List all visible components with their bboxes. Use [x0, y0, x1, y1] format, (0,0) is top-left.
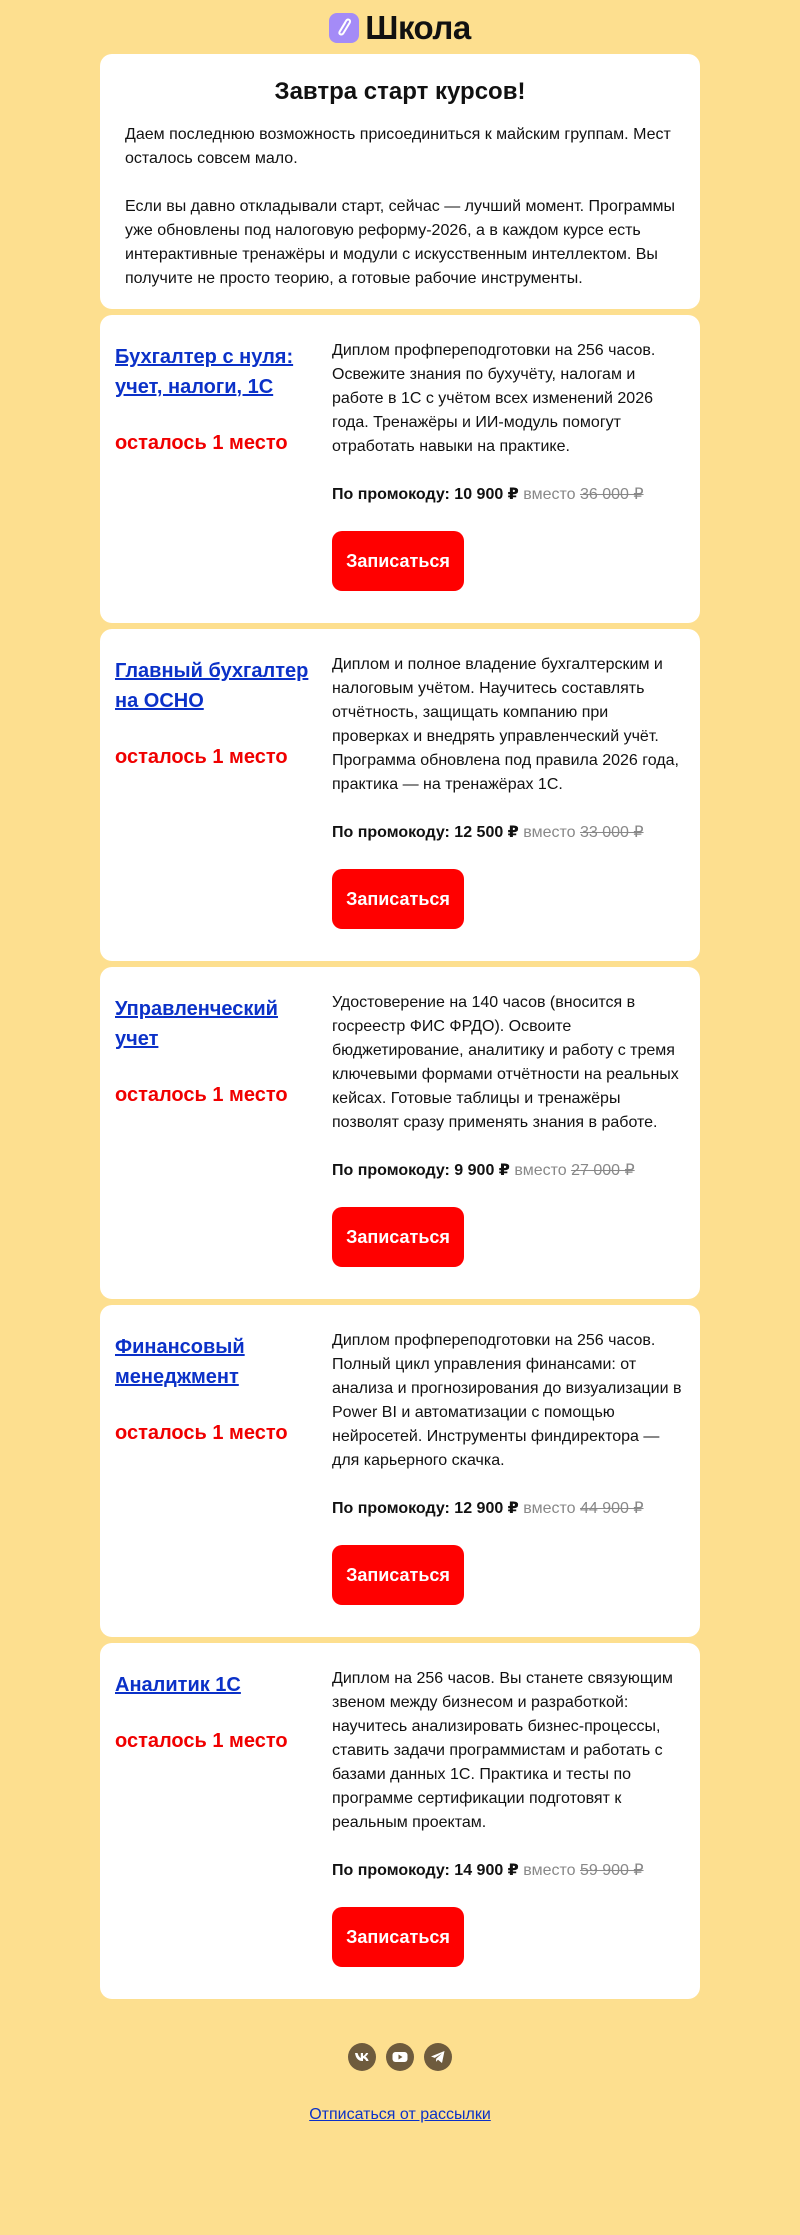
telegram-icon[interactable] — [424, 2043, 452, 2071]
course-card — [100, 1305, 700, 1637]
course-title-link[interactable]: Управленческий учет — [115, 998, 278, 1050]
seats-left-label: осталось 1 место — [115, 746, 288, 768]
social-links — [0, 2043, 800, 2071]
course-title-link[interactable]: Главный бухгалтер на ОСНО — [115, 660, 309, 712]
youtube-icon[interactable] — [386, 2043, 414, 2071]
course-description: Удостоверение на 140 часов (вносится в госреестр ФИС ФРДО). Освоите бюджетирование, аналитику и работу с тремя ключевыми формами отчётности на реальных кейсах. Готовые таблицы и тренажёры позволят сразу применять знания в работе. — [332, 994, 679, 1131]
price-line — [332, 1159, 684, 1183]
course-card — [100, 315, 700, 623]
brand-logo[interactable] — [0, 10, 800, 46]
logo-text: Школа — [365, 9, 471, 46]
course-title-link[interactable]: Бухгалтер с нуля: учет, налоги, 1С — [115, 346, 294, 398]
price-line — [332, 821, 684, 845]
promo-price: 9 900 ₽ — [454, 1162, 510, 1179]
enroll-button[interactable]: Записаться — [332, 1545, 464, 1605]
course-title-link[interactable]: Аналитик 1С — [115, 1674, 241, 1696]
instead-label: вместо — [523, 1862, 576, 1879]
intro-paragraph-1: Даем последнюю возможность присоединиться к майским группам. Мест осталось совсем мало. — [125, 126, 671, 167]
vk-icon[interactable] — [348, 2043, 376, 2071]
promo-price: 10 900 ₽ — [454, 486, 519, 503]
course-card — [100, 967, 700, 1299]
old-price: 27 000 ₽ — [571, 1162, 635, 1179]
course-description: Диплом и полное владение бухгалтерским и налоговым учётом. Научитесь составлять отчётность, защищать компанию при проверках и внедрять управленческий учёт. Программа обновлена под правила 2026 года, практика — на тренажёрах 1С. — [332, 656, 679, 793]
intro-card — [100, 54, 700, 309]
course-title-link[interactable]: Финансовый менеджмент — [115, 1336, 245, 1388]
course-description: Диплом профпереподготовки на 256 часов. Полный цикл управления финансами: от анализа и прогнозирования до визуализации в Power BI и автоматизации с помощью нейросетей. Инструменты финдиректора — для карьерного скачка. — [332, 1332, 682, 1469]
promo-label: По промокоду: — [332, 824, 450, 841]
course-card — [100, 629, 700, 961]
paperclip-icon — [329, 13, 359, 43]
intro-paragraph-2: Если вы давно откладывали старт, сейчас — лучший момент. Программы уже обновлены под налоговую реформу-2026, а в каждом курсе есть интерактивные тренажёры и модули с искусственным интеллектом. Вы получите не просто теорию, а готовые рабочие инструменты. — [125, 198, 675, 287]
course-description: Диплом профпереподготовки на 256 часов. Освежите знания по бухучёту, налогам и работе в 1С с учётом всех изменений 2026 года. Тренажёры и ИИ-модуль помогут отработать навыки на практике. — [332, 342, 656, 455]
unsubscribe-link[interactable]: Отписаться от рассылки — [309, 2106, 491, 2123]
promo-label: По промокоду: — [332, 1862, 450, 1879]
instead-label: вместо — [523, 1500, 576, 1517]
instead-label: вместо — [523, 486, 576, 503]
old-price: 36 000 ₽ — [579, 486, 644, 503]
price-line — [332, 483, 684, 507]
enroll-button[interactable]: Записаться — [332, 1207, 464, 1267]
promo-label: По промокоду: — [332, 1500, 450, 1517]
course-description: Диплом на 256 часов. Вы станете связующим звеном между бизнесом и разработкой: научитесь анализировать бизнес-процессы, ставить задачи программистам и работать с базами данных 1С. Практика и тесты по программе сертификации подготовят к реальным проектам. — [332, 1670, 673, 1831]
seats-left-label: осталось 1 место — [115, 1422, 288, 1444]
seats-left-label: осталось 1 место — [115, 1084, 288, 1106]
enroll-button[interactable]: Записаться — [332, 531, 464, 591]
promo-label: По промокоду: — [332, 486, 450, 503]
promo-price: 12 900 ₽ — [454, 1500, 519, 1517]
intro-title: Завтра старт курсов! — [274, 78, 526, 105]
price-line — [332, 1859, 684, 1883]
enroll-button[interactable]: Записаться — [332, 1907, 464, 1967]
enroll-button[interactable]: Записаться — [332, 869, 464, 929]
promo-price: 12 500 ₽ — [454, 824, 519, 841]
old-price: 33 000 ₽ — [579, 824, 644, 841]
seats-left-label: осталось 1 место — [115, 1730, 288, 1752]
price-line — [332, 1497, 684, 1521]
seats-left-label: осталось 1 место — [115, 432, 288, 454]
instead-label: вместо — [523, 824, 576, 841]
old-price: 59 900 ₽ — [579, 1862, 644, 1879]
promo-price: 14 900 ₽ — [454, 1862, 519, 1879]
promo-label: По промокоду: — [332, 1162, 450, 1179]
old-price: 44 900 ₽ — [579, 1500, 644, 1517]
course-card — [100, 1643, 700, 1999]
instead-label: вместо — [514, 1162, 567, 1179]
